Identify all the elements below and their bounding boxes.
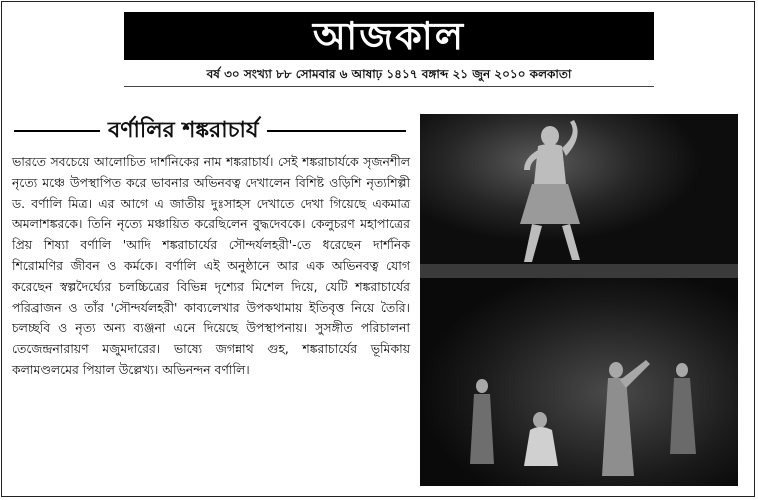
article-paragraph: ভারতে সবচেয়ে আলোচিত দার্শনিকের নাম শঙ্করাচার্য। সেই শঙ্করাচার্যকে সৃজনশীল নৃত্যে মঞ্চে উপস্থাপিত করে ভাবনার অভিনবত্ব দেখালেন বিশিষ্ট ওড়িশি নৃত্যশিল্পী ড. বর্ণালি মিত্র। এর আগে এ জাতীয় দুঃসাহস দেখাতে দেখা গিয়েছে একমাত্র অমলাশঙ্করকে। তিনি নৃত্যে মঞ্চায়িত করেছিলেন বুদ্ধদেবকে। কেলুচরণ মহাপাত্রের প্রিয় শিষ্যা বর্ণালি 'আদি শঙ্করাচার্যের সৌন্দর্যলহরী'-তে ধরেছেন দার্শনিক শিরোমণির জীবন ও কর্মকে। বর্ণালি এই অনুষ্ঠানে আর এক অভিনবত্ব যোগ করেছেন স্বল্পদৈর্ঘ্যের চলচ্চিত্রের বিভিন্ন দৃশ্যের মিশেল দিয়ে, যেটি শঙ্করাচার্যের পরিব্রাজন ও তাঁর 'সৌন্দর্যলহরী' কাব্যলেখার উপকথামায় ইতিবৃত্ত নিয়ে তৈরি। চলচ্ছবি ও নৃত্য অন্য ব্যঞ্জনা এনে দিয়েছে উপস্থাপনায়। সুসঙ্গীত পরিচালনা তেজেন্দ্রনারায়ণ মজুমদারের। ভাষ্যে জগন্নাথ গুহ, শঙ্করাচার্যের ভূমিকায় কলামণ্ডলমের পিয়াল উল্লেখ্য। অভিনন্দন বর্ণালি। xyxy=(12,154,410,377)
photo-illustration xyxy=(420,114,738,486)
newspaper-masthead xyxy=(124,12,654,60)
dance-performance-photo xyxy=(420,114,738,486)
dateline-rule xyxy=(124,86,654,87)
upper-stage-floor xyxy=(420,264,738,278)
upper-stage-backdrop xyxy=(420,114,738,274)
masthead-title: আজকাল xyxy=(312,13,466,58)
article-headline: বর্ণালির শঙ্করাচার্য xyxy=(100,113,267,147)
article-body xyxy=(12,152,410,381)
dateline: বর্ষ ৩০ সংখ্যা ৮৮ সোমবার ৬ আষাঢ় ১৪১৭ বঙ্গাব্দ ২১ জুন ২০১০ কলকাতা xyxy=(206,67,572,81)
